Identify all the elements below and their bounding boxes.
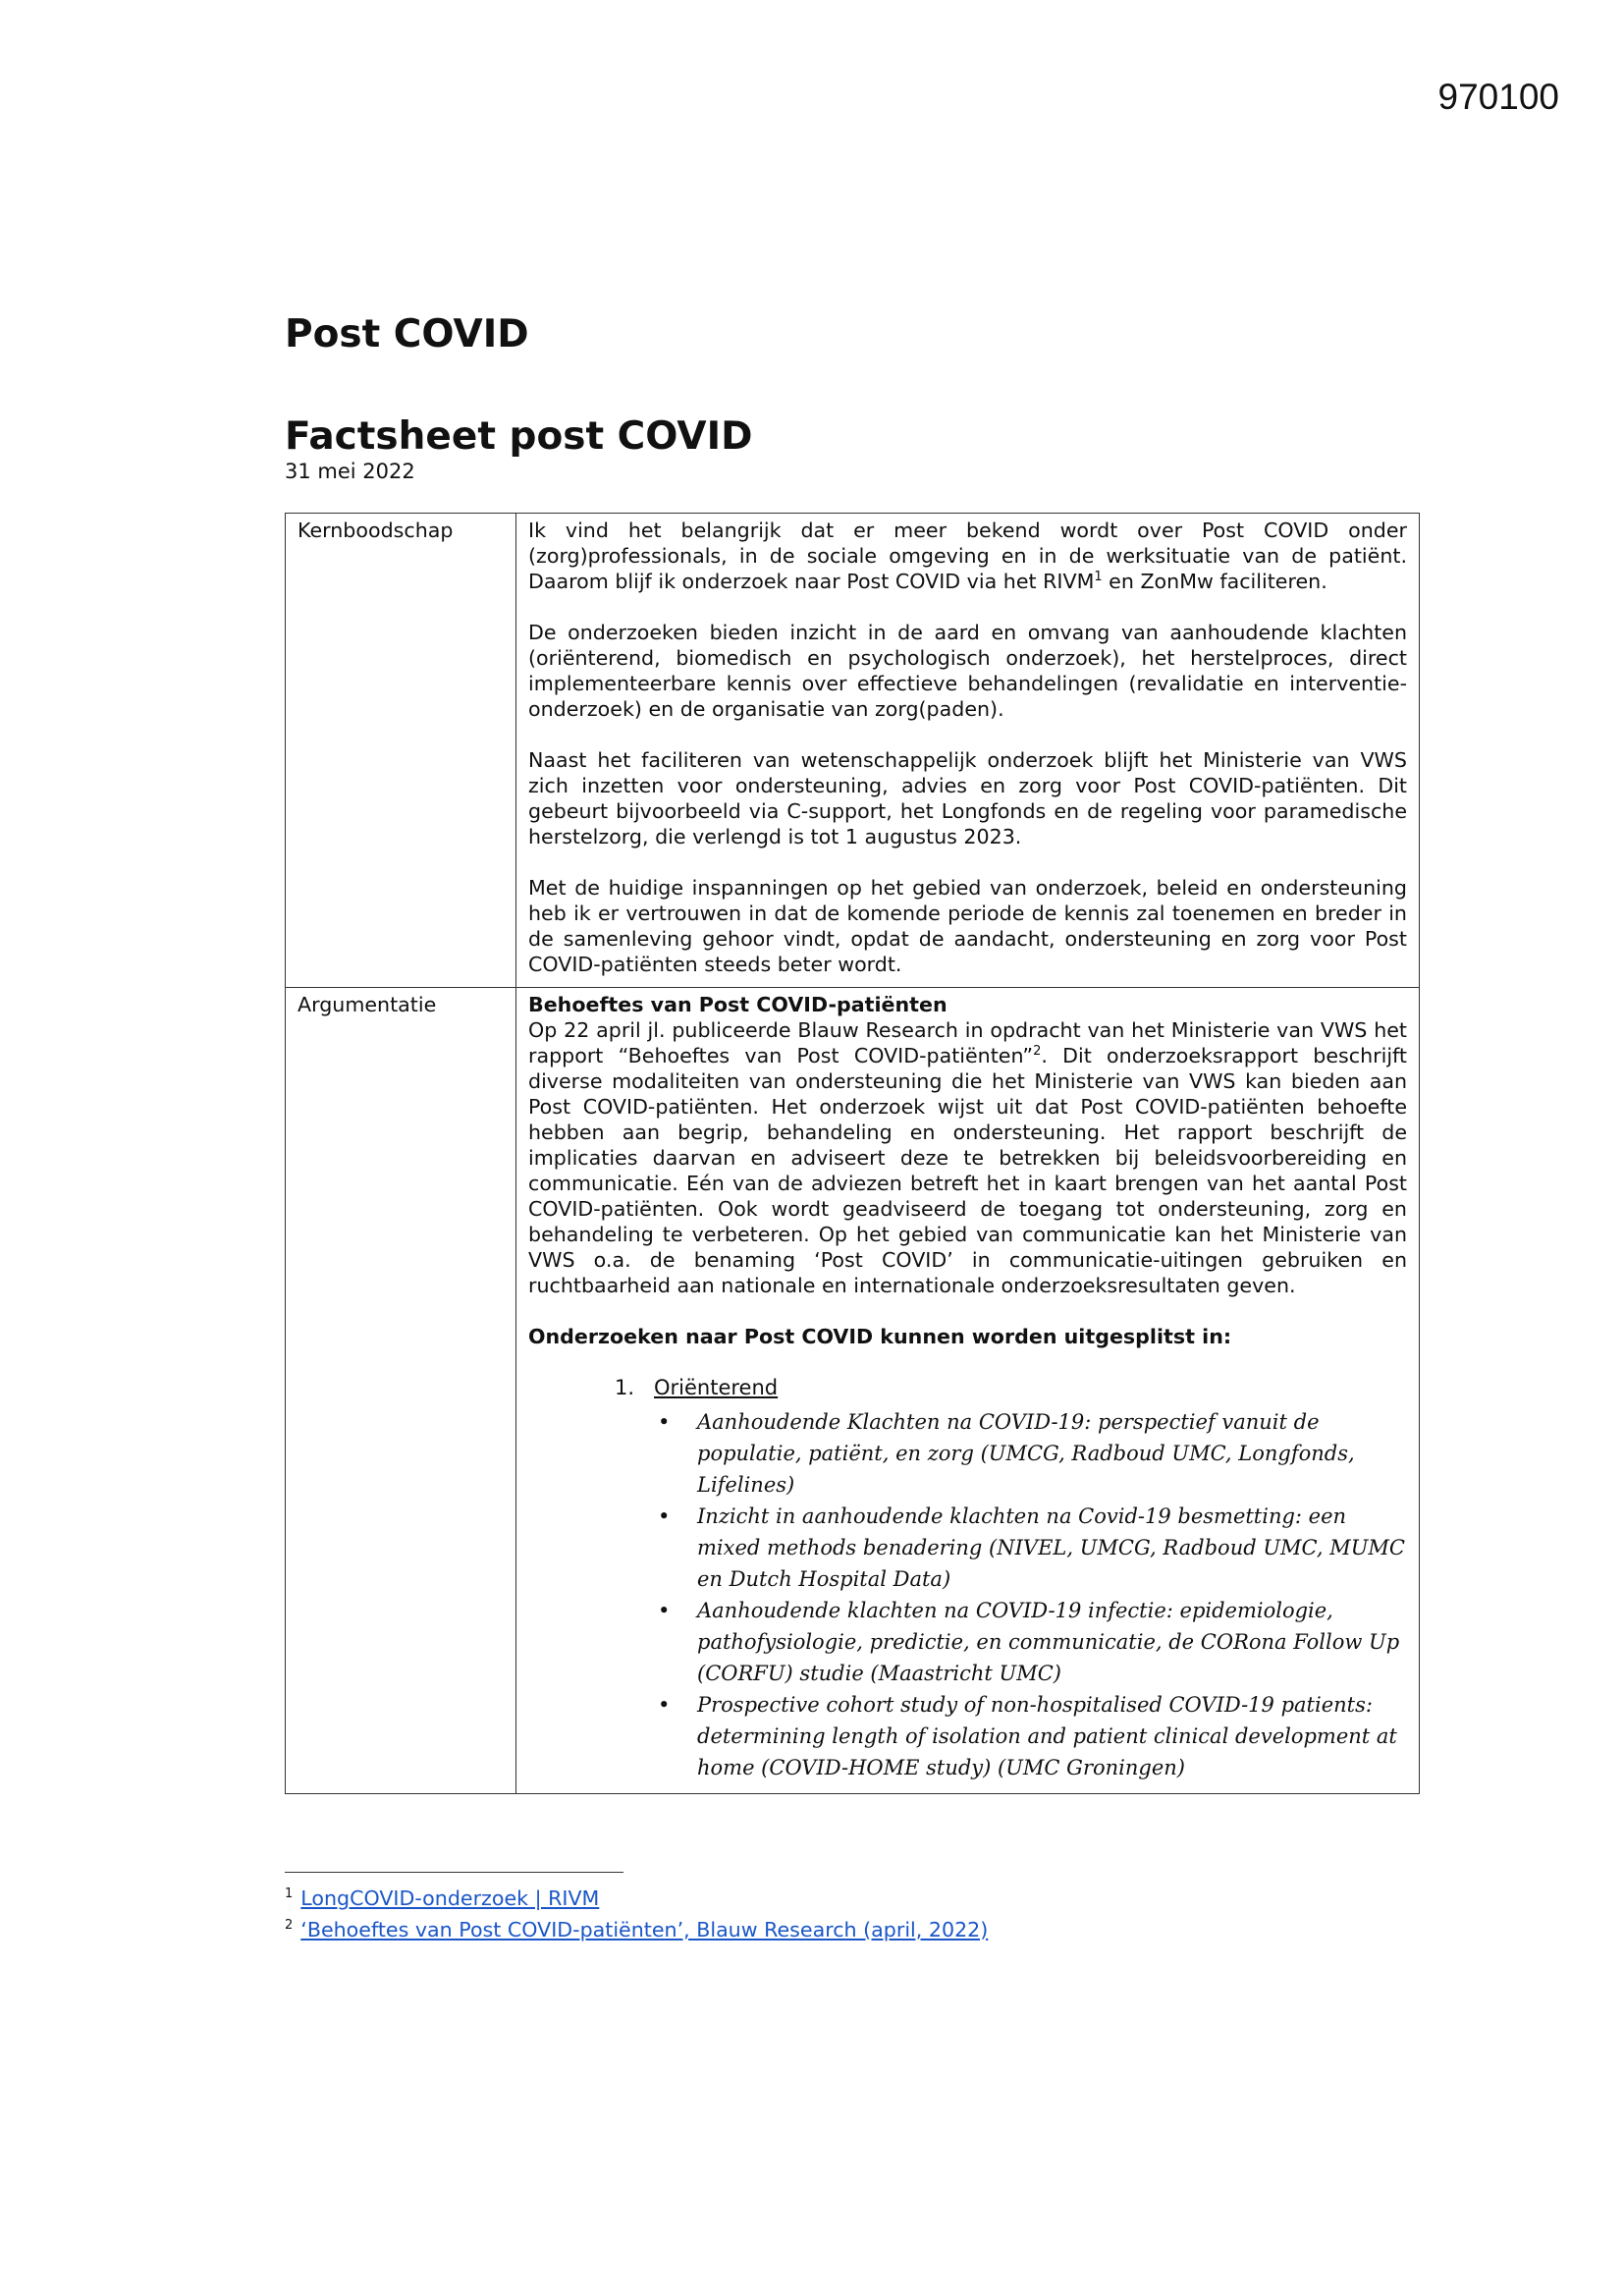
bullet-item [658,1406,1407,1501]
list-item-title: Oriënterend [654,1376,779,1399]
page-title: Post COVID [285,312,529,356]
bullet-text: Inzicht in aanhoudende klachten na Covid-19 besmetting: een mixed methods benadering (NIVEL, UMCG, Radboud UMC, MUMC en Dutch Hospital Data) [697,1504,1405,1591]
kernboodschap-content [516,514,1420,988]
kernboodschap-paragraph-4: Met de huidige inspanningen op het gebied van onderzoek, beleid en ondersteuning heb ik er vertrouwen in dat de komende periode de kennis zal toenemen en breder in de samenleving gehoor vindt, opdat de aandacht, ondersteuning en zorg voor Post COVID-patiënten steeds beter wordt. [528,876,1407,976]
list-item [615,1375,1407,1400]
numbered-list [528,1375,1407,1783]
argumentatie-paragraph [528,1017,1407,1298]
paragraph-text: . Dit onderzoeksrapport beschrijft diverse modaliteiten van ondersteuning die het Ministerie van VWS kan bieden aan Post COVID-patiënten. Het onderzoek wijst uit dat Post COVID-patiënten behoefte hebben aan begrip, behandeling en ondersteuning. Het rapport beschrijft de implicaties daarvan en adviseert deze te betrekken bij beleidsvoorbereiding en communicatie. Eén van de adviezen betreft het in kaart brengen van het aantal Post COVID-patiënten. Ook wordt geadviseerd de toegang tot ondersteuning, zorg en behandeling te verbeteren. Op het gebied van communicatie kan het Ministerie van VWS o.a. de benaming ‘Post COVID’ in communicatie-uitingen gebruiken en ruchtbaarheid aan nationale en internationale onderzoeksresultaten geven. [528,1044,1407,1297]
paragraph-text: Ik vind het belangrijk dat er meer bekend wordt over Post COVID onder (zorg)professionals, in de sociale omgeving en in de werksituatie van de patiënt. Daarom blijf ik onderzoek naar Post COVID via het RIVM [528,519,1407,593]
table-row-kernboodschap [286,514,1420,988]
footnote-separator [285,1872,623,1873]
bullet-item [658,1689,1407,1783]
footnotes [285,1881,988,1943]
table-row-argumentatie [286,988,1420,1794]
document-number: 970100 [1437,77,1559,117]
paragraph-text: Op 22 april jl. publiceerde Blauw Research in opdracht van het Ministerie van VWS het rapport “Behoeftes van Post COVID-patiënten” [528,1018,1407,1067]
bullet-icon: • [658,1693,671,1717]
row-label-argumentatie: Argumentatie [286,988,516,1794]
bullet-text: Prospective cohort study of non-hospitalised COVID-19 patients: determining length of isolation and patient clinical development at home (COVID-HOME study) (UMC Groningen) [697,1693,1397,1779]
row-label-kernboodschap: Kernboodschap [286,514,516,988]
factsheet-title: Factsheet post COVID [285,414,753,459]
bullet-item [658,1501,1407,1595]
footnote-link-blauw-research[interactable]: ‘Behoeftes van Post COVID-patiënten’, Blauw Research (april, 2022) [300,1917,989,1941]
kernboodschap-paragraph-2: De onderzoeken bieden inzicht in de aard en omvang van aanhoudende klachten (oriënterend, biomedisch en psychologisch onderzoek), het herstelproces, direct implementeerbare kennis over effectieve behandelingen (revalidatie en interventie-onderzoek) en de organisatie van zorg(paden). [528,621,1407,721]
footnote-ref-1[interactable]: 1 [1094,570,1103,585]
bullet-icon: • [658,1410,671,1434]
bullet-icon: • [658,1504,671,1528]
bullet-text: Aanhoudende klachten na COVID-19 infectie: epidemiologie, pathofysiologie, predictie, en communicatie, de CORona Follow Up (CORFU) studie (Maastricht UMC) [697,1599,1400,1685]
argumentatie-subheading: Behoeftes van Post COVID-patiënten [528,993,947,1016]
bullet-item [658,1595,1407,1689]
kernboodschap-paragraph-1 [528,518,1407,594]
footnote-1 [285,1881,988,1912]
footnote-2 [285,1912,988,1943]
footnote-number: 2 [285,1917,294,1933]
list-number: 1. [615,1376,635,1399]
factsheet-table [285,513,1420,1794]
bullet-icon: • [658,1599,671,1622]
argumentatie-content [516,988,1420,1794]
bullet-list [615,1406,1407,1783]
footnote-link-rivm[interactable]: LongCOVID-onderzoek | RIVM [300,1886,600,1910]
paragraph-text: en ZonMw faciliteren. [1102,570,1327,593]
footnote-number: 1 [285,1886,294,1901]
bullet-text: Aanhoudende Klachten na COVID-19: perspectief vanuit de populatie, patiënt, en zorg (UMCG, Radboud UMC, Longfonds, Lifelines) [697,1410,1355,1497]
kernboodschap-paragraph-3: Naast het faciliteren van wetenschappelijk onderzoek blijft het Ministerie van VWS zich inzetten voor ondersteuning, advies en zorg voor Post COVID-patiënten. Dit gebeurt bijvoorbeeld via C-support, het Longfonds en de regeling voor paramedische herstelzorg, die verlengd is tot 1 augustus 2023. [528,748,1407,848]
footnote-ref-2[interactable]: 2 [1033,1044,1042,1060]
research-split-heading: Onderzoeken naar Post COVID kunnen worden uitgesplitst in: [528,1325,1232,1348]
document-date: 31 mei 2022 [285,460,415,483]
